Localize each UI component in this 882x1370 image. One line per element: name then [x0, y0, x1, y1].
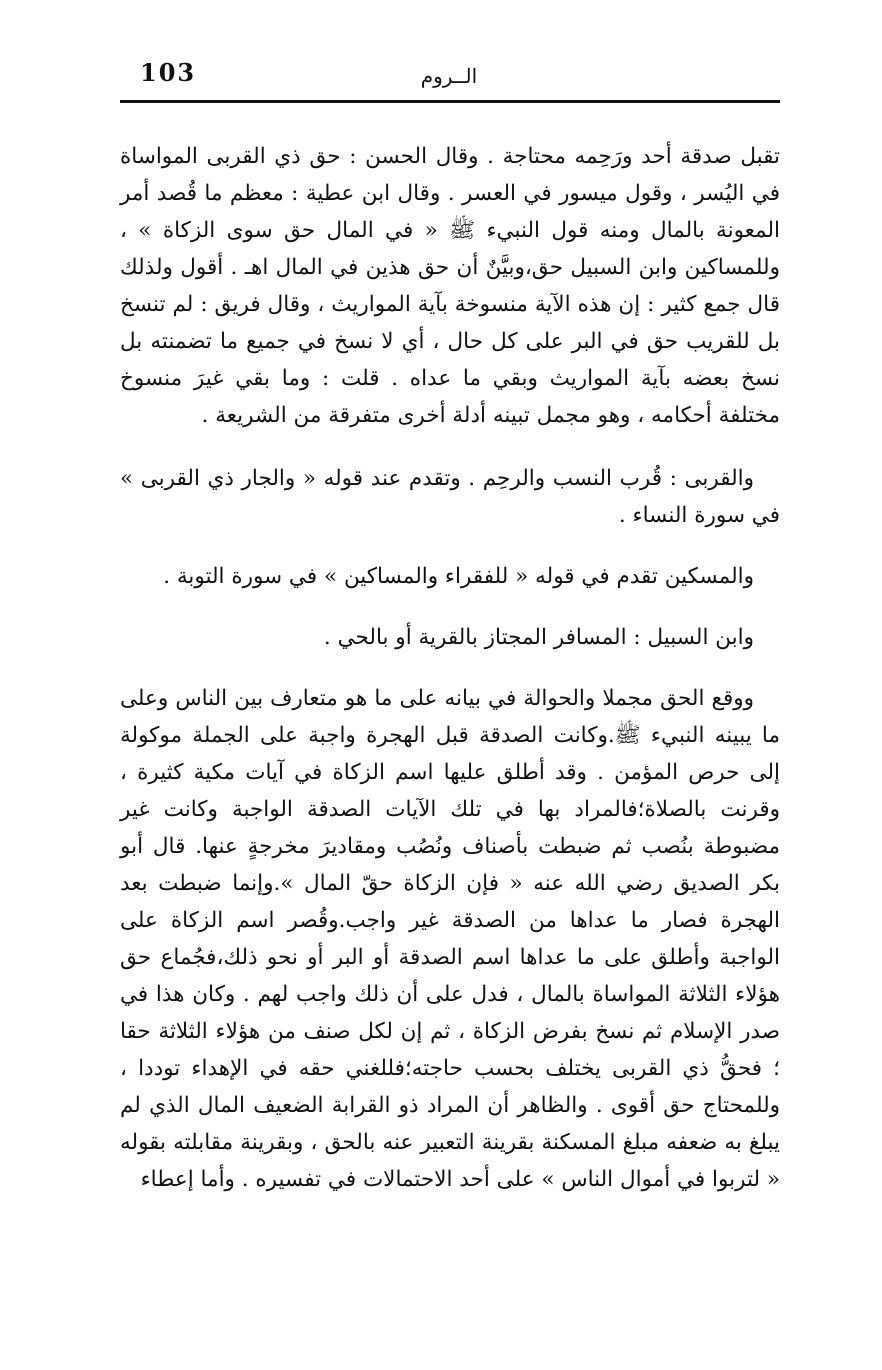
header-divider [120, 100, 780, 103]
paragraph-4: وابن السبيل : المسافر المجتاز بالقرية أو بالحي . [323, 625, 754, 650]
paragraph-5: ووقع الحق مجملا والحوالة في بيانه على ما هو متعارف بين الناس وعلى ما يبينه النبيء ﷺ.وكانت الصدقة قبل الهجرة واجبة على الجملة موكولة إلى حرص المؤمن . وقد أطلق عليها اسم الزكاة في آيات مكية كثيرة ، وقرنت بالصلاة؛فالمراد بها في تلك الآيات الصدقة الواجبة وكانت غير مضبوطة بنُصب ثم ضبطت بأصناف ونُصُب ومقاديرَ مخرجةٍ عنها. قال أبو بكر الصديق رضي الله عنه « فإن الزكاة حقّ المال ».وإنما ضبطت بعد الهجرة فصار ما عداها من الصدقة غير واجب.وقُصر اسم الزكاة على الواجبة وأطلق على ما عداها اسم الصدقة أو البر أو نحو ذلك،فجُماع حق هؤلاء الثلاثة المواساة بالمال ، فدل على أن ذلك واجب لهم . وكان هذا في صدر الإسلام ثم نسخ بفرض الزكاة ، ثم إن لكل صنف من هؤلاء الثلاثة حقا ؛ فحقُّ ذي القربى يختلف بحسب حاجته؛فللغني حقه في الإهداء توددا ، وللمحتاج حق أقوى . والظاهر أن المراد ذو القرابة الضعيف المال الذي لم يبلغ به ضعفه مبلغ المسكنة بقرينة التعبير عنه بالحق ، وبقرينة مقابلته بقوله « لتربوا في أموال الناس » على أحد الاحتمالات في تفسيره . وأما إعطاء [120, 686, 780, 1192]
page-number: 103 [140, 58, 197, 87]
page-header [120, 58, 778, 96]
paragraph-2: والقربى : قُرب النسب والرحِم . وتقدم عند قوله « والجار ذي القربى » في سورة النساء . [120, 466, 780, 528]
paragraph-3: والمسكين تقدم في قوله « للفقراء والمساكين » في سورة التوبة . [163, 564, 754, 589]
paragraph-1: تقبل صدقة أحد ورَحِمه محتاجة . وقال الحسن : حق ذي القربى المواساة في اليُسر ، وقول ميسور في العسر . وقال ابن عطية : معظم ما قُصد أمر المعونة بالمال ومنه قول النبيء ﷺ « في المال حق سوى الزكاة » ، وللمساكين وابن السبيل حق،وبيَّنٌ أن حق هذين في المال اهـ . أقول ولذلك قال جمع كثير : إن هذه الآية منسوخة بآية المواريث ، وقال فريق : لم تنسخ بل للقريب حق في البر على كل حال ، أي لا نسخ في جميع ما تضمنته بل نسخ بعضه بآية المواريث وبقي ما عداه . قلت : وما بقي غيرَ منسوخ مختلفة أحكامه ، وهو مجمل تبينه أدلة أخرى متفرقة من الشريعة . [120, 144, 780, 428]
running-title: الــروم [420, 64, 478, 88]
body-text [120, 138, 780, 1198]
